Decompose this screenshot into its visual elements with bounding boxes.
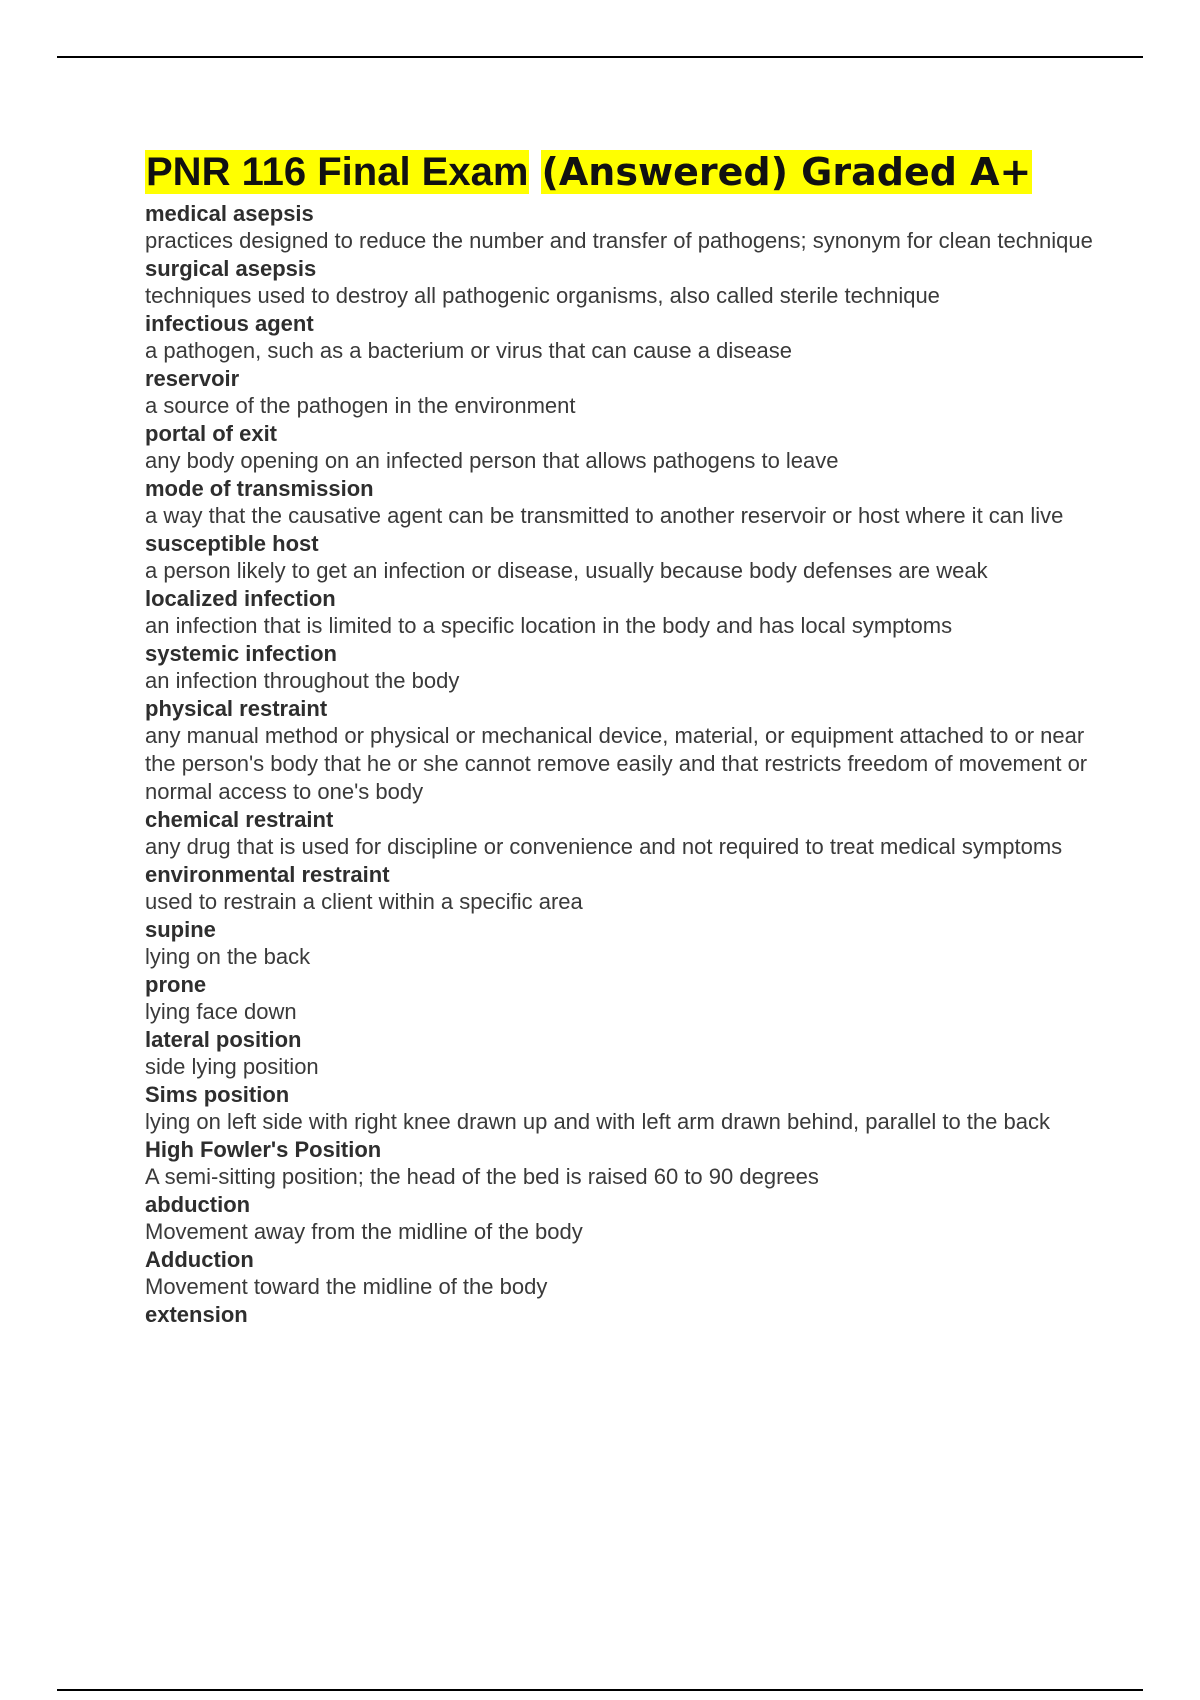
term-heading: prone	[145, 972, 207, 997]
term-definition: any drug that is used for discipline or convenience and not required to treat medical symptoms	[145, 834, 1063, 859]
term-definition: a way that the causative agent can be transmitted to another reservoir or host where it can live	[145, 503, 1064, 528]
term-heading: portal of exit	[145, 421, 278, 446]
top-divider	[57, 56, 1143, 58]
term-heading: surgical asepsis	[145, 256, 317, 281]
term-definition: side lying position	[145, 1054, 319, 1079]
term-heading: reservoir	[145, 366, 240, 391]
term-heading: extension	[145, 1302, 248, 1327]
document-body	[145, 146, 1095, 1328]
term-heading: mode of transmission	[145, 476, 374, 501]
term-definition: Movement away from the midline of the body	[145, 1219, 583, 1244]
term-heading: systemic infection	[145, 641, 337, 666]
term-heading: Sims position	[145, 1082, 290, 1107]
term-definition: an infection throughout the body	[145, 668, 460, 693]
term-heading: lateral position	[145, 1027, 302, 1052]
term-definition: lying on the back	[145, 944, 311, 969]
term-definition: any body opening on an infected person that allows pathogens to leave	[145, 448, 839, 473]
term-heading: physical restraint	[145, 696, 328, 721]
term-heading: medical asepsis	[145, 201, 314, 226]
title-highlight-part2: (Answered) Graded A+	[541, 150, 1032, 194]
term-heading: localized infection	[145, 586, 336, 611]
term-heading: susceptible host	[145, 531, 319, 556]
term-definition: techniques used to destroy all pathogenic organisms, also called sterile technique	[145, 283, 940, 308]
document-title	[145, 146, 1095, 198]
term-heading: environmental restraint	[145, 862, 390, 887]
term-definition: Movement toward the midline of the body	[145, 1274, 548, 1299]
term-definition: lying on left side with right knee drawn up and with left arm drawn behind, parallel to the back	[145, 1109, 1050, 1134]
term-definition: used to restrain a client within a specific area	[145, 889, 583, 914]
term-definition: a person likely to get an infection or disease, usually because body defenses are weak	[145, 558, 988, 583]
term-heading: infectious agent	[145, 311, 314, 336]
term-definition: a pathogen, such as a bacterium or virus that can cause a disease	[145, 338, 792, 363]
term-definition: any manual method or physical or mechanical device, material, or equipment attached to or near the person's body that he or she cannot remove easily and that restricts freedom of movement or normal access to one's body	[145, 723, 1088, 804]
term-definition: lying face down	[145, 999, 297, 1024]
term-list	[145, 200, 1095, 1328]
term-heading: High Fowler's Position	[145, 1137, 382, 1162]
title-highlight-part1: PNR 116 Final Exam	[146, 150, 529, 194]
term-heading: Adduction	[145, 1247, 254, 1272]
term-definition: an infection that is limited to a specific location in the body and has local symptoms	[145, 613, 953, 638]
term-heading: chemical restraint	[145, 807, 334, 832]
term-heading: abduction	[145, 1192, 251, 1217]
term-definition: practices designed to reduce the number and transfer of pathogens; synonym for clean technique	[145, 228, 1093, 253]
term-definition: A semi-sitting position; the head of the bed is raised 60 to 90 degrees	[145, 1164, 819, 1189]
bottom-divider	[57, 1689, 1143, 1691]
term-heading: supine	[145, 917, 216, 942]
term-definition: a source of the pathogen in the environment	[145, 393, 576, 418]
